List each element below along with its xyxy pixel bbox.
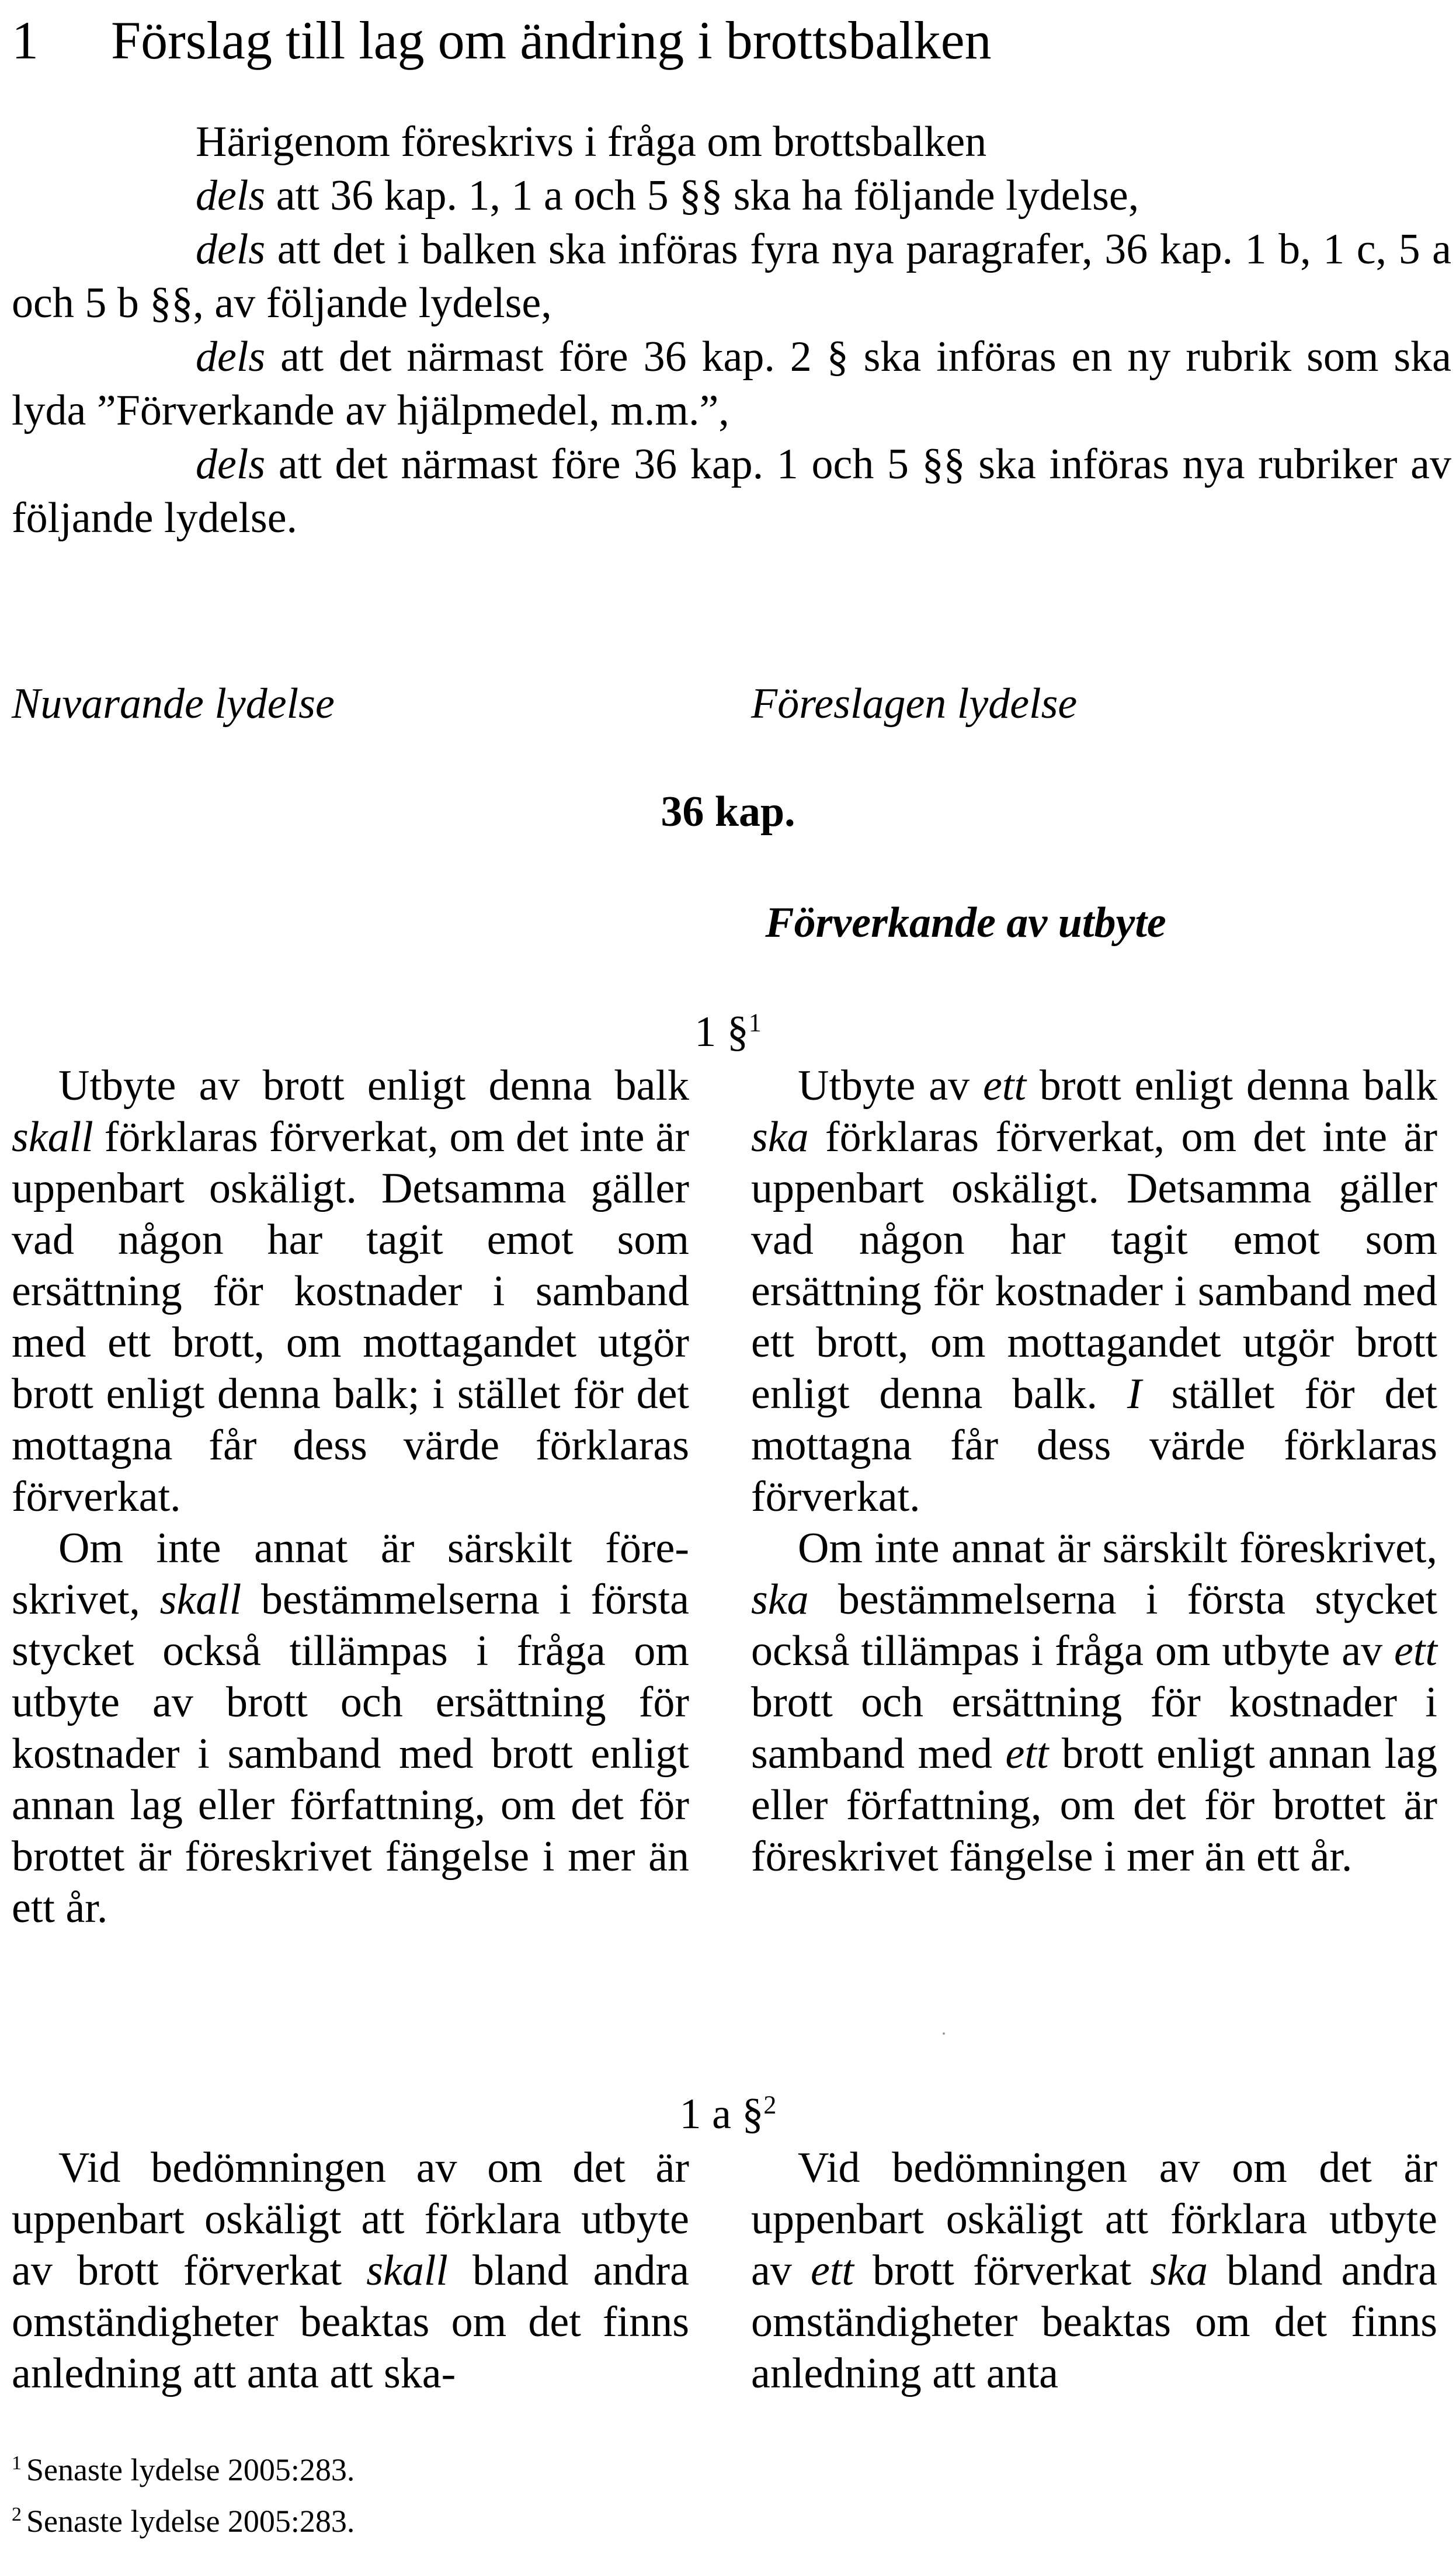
- intro-dels-2: [12, 223, 1451, 330]
- text: stället för det mottagna får dess värde förklaras förverkat.: [751, 1370, 1437, 1521]
- paragraph: [751, 1060, 1437, 1523]
- proposed-text-section-1a: [751, 2142, 1437, 2399]
- emphasis: ett: [810, 2247, 854, 2295]
- text: Om inte annat är särskilt föreskrivet,: [798, 1524, 1437, 1572]
- emphasis: ska: [751, 1576, 809, 1624]
- paragraph: [12, 1060, 689, 1523]
- proposed-wording-heading: Föreslagen lydelse: [751, 680, 1078, 728]
- paragraph: [12, 2142, 689, 2399]
- current-text-section-1: [12, 1060, 689, 1934]
- dels-label: dels: [196, 225, 266, 273]
- paragraph: [751, 2142, 1437, 2399]
- current-wording-heading: Nuvarande lydelse: [12, 680, 335, 728]
- paragraph-mark-1a: [0, 2088, 1456, 2140]
- section-title: Förslag till lag om ändring i brottsbalken: [111, 11, 992, 70]
- paragraph-mark-1: [0, 1006, 1456, 1058]
- dels-label: dels: [196, 172, 266, 220]
- emphasis: ett: [1394, 1627, 1437, 1675]
- text: bestämmelserna i första stycket också tillämpas i fråga om utbyte av: [751, 1576, 1437, 1675]
- scan-speck: [943, 2032, 945, 2035]
- text: förklaras förverkat, om det inte är uppenbart oskäligt. Detsamma gäller vad någon har tagit emot som ersättning för kostnader i samband med ett brott, om mottagandet utgör brott enligt denna balk; i stället för det mottagna får dess värde förklaras förverkat.: [12, 1113, 689, 1521]
- emphasis: ska: [1150, 2247, 1208, 2295]
- section-heading: [12, 8, 992, 72]
- dels-label: dels: [196, 333, 266, 381]
- emphasis: I: [1127, 1370, 1142, 1418]
- rubric-heading: Förverkande av utbyte: [765, 899, 1166, 947]
- paragraph: [751, 1523, 1437, 1882]
- text: Om inte annat är särskilt föreskrivet,: [12, 1524, 689, 1624]
- dels-text: att 36 kap. 1, 1 a och 5 §§ ska ha följande lydelse,: [265, 172, 1139, 220]
- current-text-section-1a: [12, 2142, 689, 2399]
- text: bland andra omständigheter beaktas om det finns anledning att anta att ska-: [12, 2247, 689, 2397]
- dels-text: att det närmast före 36 kap. 1 och 5 §§ ska införas nya rubriker av följande lydelse.: [12, 440, 1451, 542]
- dels-text: att det i balken ska införas fyra nya paragrafer, 36 kap. 1 b, 1 c, 5 a och 5 b §§, av följande lydelse,: [12, 225, 1451, 327]
- intro-dels-3: [12, 330, 1451, 437]
- footnote-number: 1: [12, 2452, 22, 2474]
- footnotes: [12, 2444, 355, 2547]
- text: bland andra omständigheter beaktas om det finns anledning att anta: [751, 2247, 1437, 2397]
- introduction: [12, 115, 1451, 545]
- text: Utbyte av: [798, 1062, 984, 1110]
- paragraph: [12, 1523, 689, 1934]
- footnote-ref: 2: [763, 2090, 777, 2119]
- text: förklaras förverkat, om det inte är uppenbart oskäligt. Detsamma gäller vad någon har tagit emot som ersättning för kostnader i samband med ett brott, om mottagandet utgör brott enligt denna balk.: [751, 1113, 1437, 1418]
- footnote-text: Senaste lydelse 2005:283.: [26, 2504, 355, 2539]
- emphasis: skall: [366, 2247, 448, 2295]
- dels-label: dels: [196, 440, 266, 488]
- intro-dels-4: [12, 437, 1451, 545]
- text: brott förverkat: [853, 2247, 1151, 2295]
- paragraph-label: 1 a §: [679, 2090, 764, 2138]
- text: brott enligt denna balk: [1026, 1062, 1437, 1110]
- text: bestämmelserna i första stycket också tillämpas i fråga om utbyte av brott och ersättning för kostnader i samband med brott enligt annan lag eller författning, om det för brottet är föreskrivet fängelse i mer än ett år.: [12, 1576, 690, 1932]
- proposed-text-section-1: [751, 1060, 1437, 1882]
- dels-text: att det närmast före 36 kap. 2 § ska införas en ny rubrik som ska lyda ”Förverkande av hjälpmedel, m.m.”,: [12, 333, 1451, 435]
- footnote-text: Senaste lydelse 2005:283.: [26, 2452, 355, 2487]
- intro-line: [12, 115, 1451, 169]
- emphasis: ska: [751, 1113, 809, 1161]
- footnote-number: 2: [12, 2504, 22, 2525]
- text: Vid bedömningen av om det är uppenbart oskäligt att förklara utbyte av brott förverkat: [12, 2144, 689, 2295]
- text: Utbyte av brott enligt denna balk: [58, 1062, 689, 1110]
- footnote-1: [12, 2444, 355, 2496]
- text: brott enligt annan lag eller författning, om det för brottet är föreskrivet fängelse i mer än ett år.: [751, 1730, 1437, 1881]
- paragraph-label: 1 §: [694, 1008, 749, 1056]
- text: Vid bedömningen av om det är uppenbart oskäligt att förklara utbyte av: [751, 2144, 1437, 2295]
- footnote-2: [12, 2496, 355, 2547]
- emphasis: skall: [12, 1113, 93, 1161]
- footnote-ref: 1: [748, 1008, 762, 1037]
- chapter-heading: 36 kap.: [661, 788, 795, 836]
- emphasis: ett: [1005, 1730, 1049, 1778]
- emphasis: skall: [159, 1576, 242, 1624]
- emphasis: ett: [983, 1062, 1027, 1110]
- section-number: 1: [12, 11, 39, 70]
- intro-dels-1: [12, 169, 1451, 223]
- text: brott och ersättning för kostnader i samband med: [751, 1678, 1437, 1778]
- intro-text: Härigenom föreskrivs i fråga om brottsbalken: [196, 118, 987, 166]
